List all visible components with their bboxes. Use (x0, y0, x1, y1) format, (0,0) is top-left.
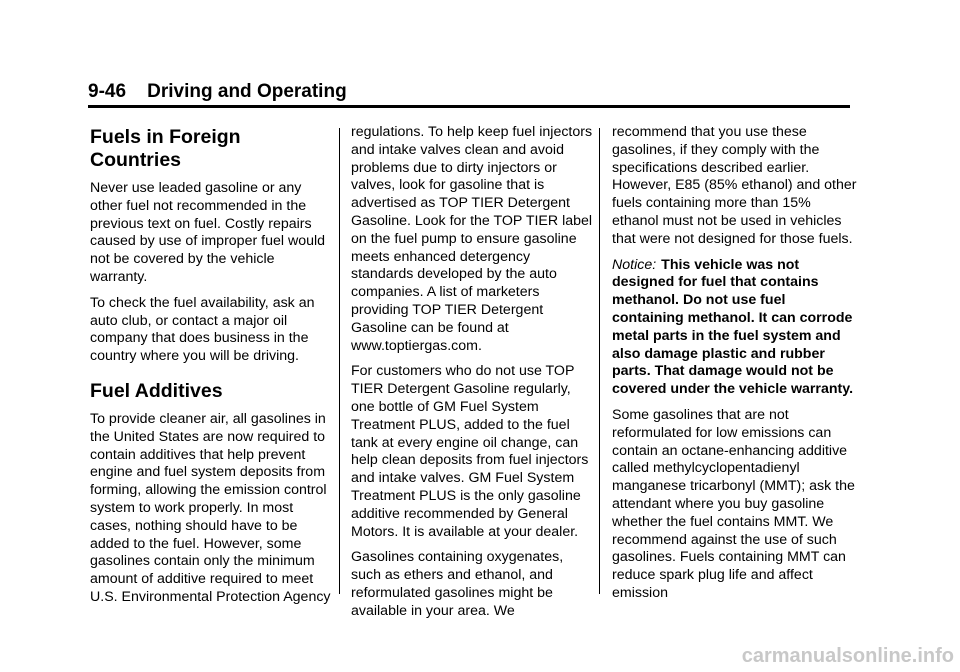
notice-label: Notice: (612, 256, 657, 273)
paragraph: Some gasolines that are not reformulated for low emissions can contain an octane-enhancing additive called methylcyclopentadienyl manganese tricarbonyl (MMT); ask the attendant where you buy gasoline whether the fuel contains MMT. We recommend against the use of such gasolines. Fuels containing MMT can reduce spark plug life and affect emission (612, 406, 855, 601)
paragraph: recommend that you use these gasolines, if they comply with the specifications described earlier. However, E85 (85% ethanol) and other fuels containing more than 15% ethanol must not be used in vehicles that were not designed for those fuels. (612, 124, 857, 247)
paragraph: Gasolines containing oxygenates, such as ethers and ethanol, and reformulated gasolines might be available in your area. We (351, 549, 564, 619)
column-3 (612, 124, 857, 611)
heading-line-1: Fuels in Foreign (90, 126, 241, 148)
notice-text: This vehicle was not designed for fuel that contains methanol. Do not use fuel containing methanol. It can corrode metal parts in the fuel system and also damage plastic and rubber parts. That damage would not be covered under the vehicle warranty. (612, 256, 854, 398)
page-header (88, 80, 850, 108)
notice (612, 257, 857, 399)
heading-line-2: Countries (90, 149, 182, 171)
column-2 (351, 124, 596, 629)
column-1 (90, 126, 335, 615)
paragraph: To check the fuel availability, ask an auto club, or contact a major oil company that does business in the country where you will be driving. (90, 294, 315, 365)
section-title: Driving and Operating (147, 81, 347, 102)
paragraph: For customers who do not use TOP TIER Detergent Gasoline regularly, one bottle of GM Fuel System Treatment PLUS, added to the fuel tank at every engine oil change, can help clean deposits from fuel injectors and intake valves. GM Fuel System Treatment PLUS is the only gasoline additive recommended by General Motors. It is available at your dealer. (351, 363, 589, 540)
column-divider (339, 128, 340, 594)
heading-fuel-additives: Fuel Additives (90, 379, 223, 402)
column-divider (599, 128, 600, 594)
paragraph: regulations. To help keep fuel injectors and intake valves clean and avoid problems due to dirty injectors or valves, look for gasoline that is advertised as TOP TIER Detergent Gasoline. Look for the TOP TIER label on the fuel pump to ensure gasoline meets enhanced detergency standards developed by the auto companies. A list of marketers providing TOP TIER Detergent Gasoline can be found at www.toptiergas.com. (351, 124, 593, 354)
heading-fuels-foreign (90, 126, 335, 172)
page-number: 9-46 (88, 81, 127, 102)
header-title (88, 80, 850, 104)
watermark: carmanualsonline.info (741, 645, 954, 667)
paragraph: To provide cleaner air, all gasolines in the United States are now required to contain additives that help prevent engine and fuel system deposits from forming, allowing the emission control system to work properly. In most cases, nothing should have to be added to the fuel. However, some gasolines contain only the minimum amount of additive required to meet U.S. Environmental Protection Agency (90, 410, 331, 605)
paragraph: Never use leaded gasoline or any other fuel not recommended in the previous text on fuel. Costly repairs caused by use of improper fuel would not be covered by the vehicle warranty. (90, 180, 326, 285)
